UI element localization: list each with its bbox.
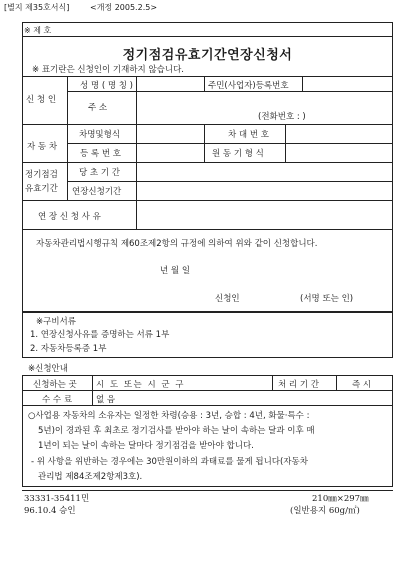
divider [22,36,393,37]
filing-place-value: 시 도 또는 시 군 구 [96,380,185,390]
divider [22,162,393,163]
extension-period-label: 연장신청기간 [72,187,122,197]
guide-note: 관리법 제84조제2항제3호). [38,472,143,482]
footer-paper-size: 210㎜×297㎜ [312,494,369,504]
inspection-section-label: 정기점검 [25,170,58,180]
guide-note: - 위 사항을 위반하는 경우에는 30만원이하의 과태료를 물게 됩니다(자동차 [31,457,308,467]
chassis-number-label: 차 대 번 호 [228,130,269,140]
footer-paper-type: (일반용지 60g/㎡) [290,506,360,516]
fee-label: 수 수 료 [42,395,73,405]
filing-place-label: 신청하는 곳 [33,380,77,390]
declaration-text: 자동차관리법시행규칙 제60조제2항의 규정에 의하여 위와 같이 신청합니다. [36,239,318,249]
footer-rule [22,490,393,491]
divider [272,375,273,390]
date-line: 년 월 일 [160,266,191,276]
notice-text: ※ 표기란은 신청인이 기재하지 않습니다. [32,65,185,75]
applicant-signature-label: 신청인 [215,294,240,304]
applicant-section-label: 신 청 인 [26,95,57,105]
divider [22,229,393,230]
vehicle-model-label: 차명및형식 [79,130,121,140]
receipt-number-label: ※ 제 호 [24,26,52,35]
divider [67,181,393,182]
divider [22,76,393,77]
vehicle-section-label: 자 동 차 [27,142,58,152]
form-number: [별지 제35호서식] [4,3,70,12]
divider [67,143,393,144]
registration-number-label: 등 록 번 호 [80,149,121,159]
divider [336,375,337,390]
signature-or-seal-label: (서명 또는 인) [300,294,354,304]
engine-type-label: 원 동 기 형 식 [212,149,264,159]
divider [67,76,68,124]
inspection-section-label: 유효기간 [25,184,58,194]
extension-reason-label: 연 장 신 청 사 유 [38,212,101,222]
divider [136,76,137,124]
divider [22,200,393,201]
form-title: 정기점검유효기간연장신청서 [122,48,293,63]
id-number-label: 주민(사업자)등록번호 [208,81,289,91]
form-revision: <개정 2005.2.5> [90,3,158,12]
divider [22,390,393,391]
name-label: 성 명 ( 명 칭 ) [80,81,133,91]
footer-form-code: 33331-35411민 [24,494,90,504]
guide-note: 1년이 되는 날이 속하는 달마다 정기점검을 받아야 합니다. [38,441,254,451]
processing-period-value: 즉 시 [352,380,372,390]
guide-heading: ※신청안내 [28,364,68,374]
address-label: 주 소 [88,103,108,113]
required-document-item: 2. 자동차등록증 1부 [30,344,107,354]
processing-period-label: 처 리 기 간 [278,380,319,390]
phone-label: (전화번호 : ) [258,112,306,122]
divider [136,200,137,229]
required-document-item: 1. 연장신청사유를 증명하는 서류 1부 [30,330,170,340]
fee-value: 없 음 [96,395,116,405]
footer-approval: 96.10.4 승인 [24,506,76,516]
divider [22,124,393,125]
divider [302,76,303,91]
divider [22,405,393,406]
original-period-label: 당 초 기 간 [79,168,120,178]
divider [204,76,205,91]
guide-note: 5년)이 경과된 후 최초로 정기검사를 받아야 하는 날이 속하는 달과 이후 매 [38,426,315,436]
guide-note: ○사업용 자동차의 소유자는 일정한 차령(승용 : 3년, 승합 : 4년, 화물·특수 : [28,411,310,421]
required-documents-heading: ※구비서류 [36,317,76,327]
divider [67,91,393,92]
